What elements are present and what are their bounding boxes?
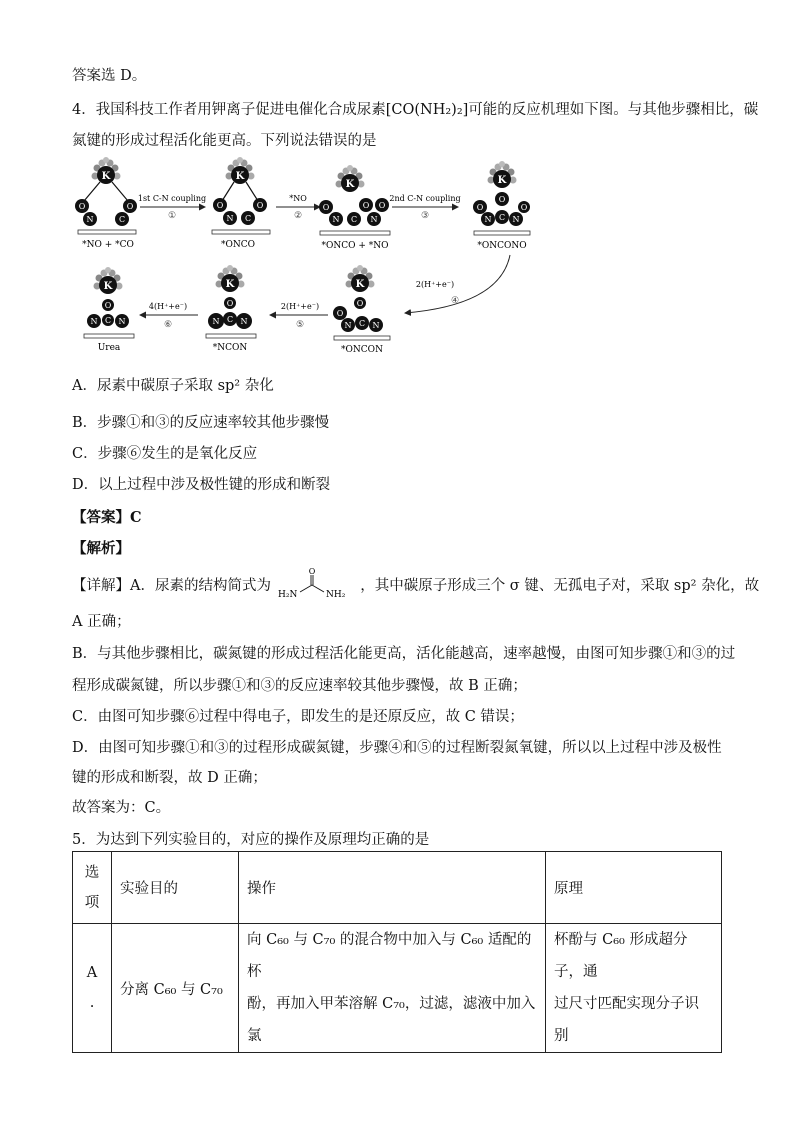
q4-option-d: D．以上过程中涉及极性键的形成和断裂 bbox=[72, 477, 331, 493]
svg-text:C: C bbox=[350, 215, 358, 224]
svg-text:K: K bbox=[103, 281, 113, 292]
detail-line-5: C．由图可知步骤⑥过程中得电子，即发生的是还原反应，故 C 错误； bbox=[72, 709, 524, 725]
structure-onco bbox=[212, 157, 270, 250]
svg-text:⑥: ⑥ bbox=[163, 320, 173, 330]
detail-suffix: ，其中碳原子形成三个 σ 键、无孤电子对，采取 sp² 杂化，故 bbox=[360, 578, 760, 594]
svg-text:K: K bbox=[497, 175, 507, 186]
svg-text:*NCON: *NCON bbox=[212, 343, 248, 353]
svg-text:K: K bbox=[101, 171, 111, 182]
svg-text:O: O bbox=[308, 567, 315, 576]
header-principle: 原理 bbox=[546, 852, 722, 924]
svg-text:O: O bbox=[520, 203, 528, 212]
svg-text:C: C bbox=[226, 315, 234, 324]
structure-ncon bbox=[206, 265, 256, 353]
svg-text:K: K bbox=[345, 179, 355, 190]
svg-text:*ONCO: *ONCO bbox=[220, 240, 256, 250]
svg-text:C: C bbox=[244, 214, 252, 223]
table-row bbox=[73, 924, 722, 1053]
row-a-operation: 向 C₆₀ 与 C₇₀ 的混合物中加入与 C₆₀ 适配的杯 酚，再加入甲苯溶解 C₇₀，过滤，滤液中加入氯 bbox=[239, 924, 546, 1053]
svg-text:O: O bbox=[362, 201, 370, 210]
svg-text:2nd C-N coupling: 2nd C-N coupling bbox=[389, 194, 461, 203]
svg-text:*ONCO + *NO: *ONCO + *NO bbox=[321, 241, 389, 251]
svg-text:②: ② bbox=[293, 211, 303, 221]
svg-text:H₂N: H₂N bbox=[277, 590, 297, 600]
svg-text:*NO: *NO bbox=[289, 194, 307, 203]
svg-text:K: K bbox=[235, 171, 245, 182]
svg-text:O: O bbox=[322, 203, 330, 212]
header-operation: 操作 bbox=[239, 852, 546, 924]
svg-text:NH₂: NH₂ bbox=[325, 590, 345, 600]
structure-no-co bbox=[75, 157, 137, 250]
table-header-row bbox=[73, 852, 722, 924]
svg-text:O: O bbox=[226, 299, 234, 308]
svg-text:K: K bbox=[355, 279, 365, 290]
row-a-option: A . bbox=[73, 924, 112, 1053]
svg-text:N: N bbox=[370, 215, 378, 224]
q4-option-a: A．尿素中碳原子采取 sp² 杂化 bbox=[72, 378, 274, 394]
structure-onco-no bbox=[319, 165, 390, 251]
svg-text:①: ① bbox=[167, 211, 177, 221]
svg-text:K: K bbox=[225, 279, 235, 290]
svg-text:C: C bbox=[498, 213, 506, 222]
svg-text:*ONCONO: *ONCONO bbox=[477, 241, 527, 251]
svg-text:⑤: ⑤ bbox=[295, 320, 305, 330]
structure-urea bbox=[84, 267, 134, 353]
svg-text:④: ④ bbox=[450, 296, 460, 306]
svg-text:O: O bbox=[256, 201, 264, 210]
row-a-purpose: 分离 C₆₀ 与 C₇₀ bbox=[112, 924, 239, 1053]
svg-text:O: O bbox=[216, 201, 224, 210]
svg-text:C: C bbox=[358, 319, 366, 328]
svg-text:N: N bbox=[332, 215, 340, 224]
svg-text:*ONCON: *ONCON bbox=[341, 345, 383, 355]
answer-label: 【答案】C bbox=[72, 509, 142, 526]
row-a-principle: 杯酚与 C₆₀ 形成超分子，通 过尺寸匹配实现分子识别 bbox=[546, 924, 722, 1053]
detail-line-3: B．与其他步骤相比，碳氮键的形成过程活化能更高，活化能越高，速率越慢，由图可知步骤①和③的过 bbox=[72, 646, 736, 662]
svg-text:O: O bbox=[476, 203, 484, 212]
prev-answer: 答案选 D。 bbox=[72, 68, 147, 84]
header-purpose: 实验目的 bbox=[112, 852, 239, 924]
q4-stem-line2: 氮键的形成过程活化能更高。下列说法错误的是 bbox=[72, 133, 377, 149]
svg-text:4(H⁺+e⁻): 4(H⁺+e⁻) bbox=[148, 302, 188, 311]
svg-text:C: C bbox=[104, 316, 112, 325]
analysis-label: 【解析】 bbox=[72, 540, 130, 557]
svg-text:O: O bbox=[336, 309, 344, 318]
detail-line-8: 故答案为：C。 bbox=[72, 800, 171, 816]
svg-text:N: N bbox=[226, 214, 234, 223]
q4-stem-line1: 4．我国科技工作者用钾离子促进电催化合成尿素[CO(NH₂)₂]可能的反应机理如下图。与其他步骤相比，碳 bbox=[72, 102, 759, 118]
svg-text:O: O bbox=[498, 195, 506, 204]
detail-line-2: A 正确； bbox=[72, 614, 131, 630]
svg-text:N: N bbox=[372, 321, 380, 330]
svg-text:N: N bbox=[240, 317, 248, 326]
detail-line-4: 程形成碳氮键，所以步骤①和③的反应速率较其他步骤慢，故 B 正确； bbox=[72, 678, 527, 694]
svg-text:N: N bbox=[118, 317, 126, 326]
structure-oncon bbox=[333, 265, 390, 355]
svg-text:Urea: Urea bbox=[97, 343, 121, 353]
svg-text:C: C bbox=[118, 215, 126, 224]
detail-line-1 bbox=[72, 567, 760, 602]
detail-prefix: 【详解】A．尿素的结构简式为 bbox=[72, 578, 271, 594]
q5-table bbox=[72, 851, 722, 1053]
detail-line-6: D．由图可知步骤①和③的过程形成碳氮键，步骤④和⑤的过程断裂氮氧键，所以以上过程中涉及极性 bbox=[72, 740, 722, 756]
urea-structure-formula bbox=[276, 567, 356, 602]
svg-text:O: O bbox=[378, 201, 386, 210]
svg-text:N: N bbox=[86, 215, 94, 224]
svg-text:2(H⁺+e⁻): 2(H⁺+e⁻) bbox=[415, 280, 455, 289]
detail-line-7: 键的形成和断裂，故 D 正确； bbox=[72, 770, 267, 786]
q5-stem: 5．为达到下列实验目的，对应的操作及原理均正确的是 bbox=[72, 832, 430, 848]
svg-text:N: N bbox=[512, 215, 520, 224]
svg-text:2(H⁺+e⁻): 2(H⁺+e⁻) bbox=[280, 302, 320, 311]
svg-text:O: O bbox=[126, 202, 134, 211]
svg-text:N: N bbox=[212, 317, 220, 326]
header-option: 选 项 bbox=[73, 852, 112, 924]
q4-option-b: B．步骤①和③的反应速率较其他步骤慢 bbox=[72, 415, 330, 431]
svg-text:③: ③ bbox=[420, 211, 430, 221]
svg-text:N: N bbox=[344, 321, 352, 330]
reaction-mechanism-diagram bbox=[70, 155, 530, 360]
svg-text:O: O bbox=[104, 301, 112, 310]
svg-text:1st C-N coupling: 1st C-N coupling bbox=[137, 194, 207, 203]
svg-text:N: N bbox=[90, 317, 98, 326]
svg-text:*NO + *CO: *NO + *CO bbox=[82, 240, 134, 250]
svg-text:O: O bbox=[356, 299, 364, 308]
svg-text:N: N bbox=[484, 215, 492, 224]
q4-option-c: C．步骤⑥发生的是氧化反应 bbox=[72, 446, 258, 462]
structure-onco-no2 bbox=[473, 161, 530, 251]
svg-text:O: O bbox=[78, 202, 86, 211]
